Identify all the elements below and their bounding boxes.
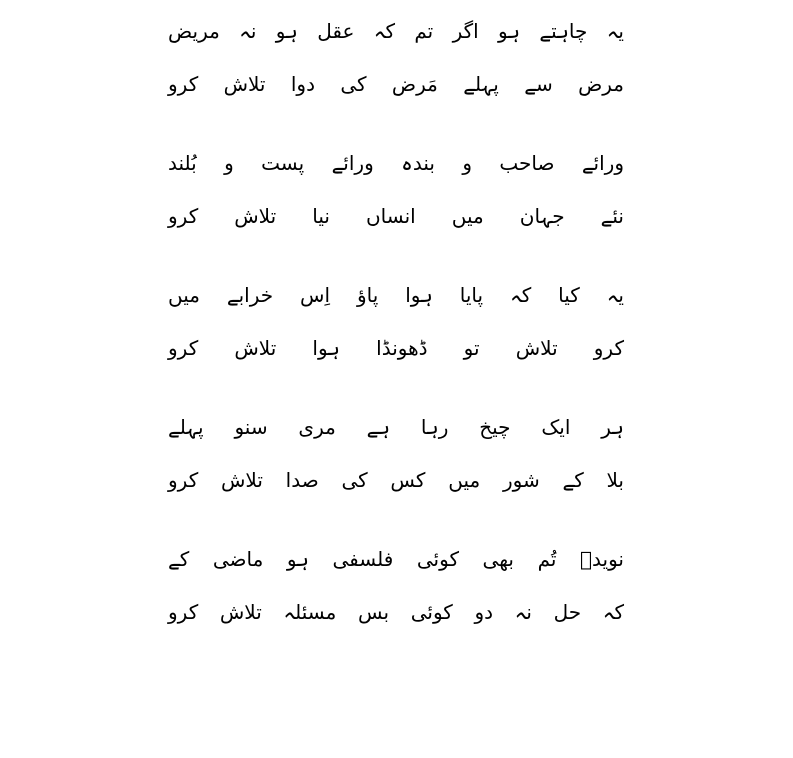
verse-line: کہ حل نہ دو کوئی بس مسئلہ تلاش کرو bbox=[168, 600, 624, 624]
verse-line: ہر ایک چیخ رہا ہے مری سنو پہلے bbox=[168, 415, 624, 439]
verse-line: یہ کیا کہ پایا ہوا پاؤ اِس خرابے میں bbox=[168, 283, 624, 307]
verse-line: نویدؔ تُم بھی کوئی فلسفی ہو ماضی کے bbox=[168, 547, 624, 571]
verse-line: نئے جہان میں انساں نیا تلاش کرو bbox=[168, 204, 624, 228]
verse-line: مرض سے پہلے مَرض کی دوا تلاش کرو bbox=[168, 72, 624, 96]
stanza-4 bbox=[168, 414, 624, 493]
stanza-2 bbox=[168, 150, 624, 229]
verse-line: یہ چاہتے ہو اگر تم کہ عقل ہو نہ مریض bbox=[168, 19, 624, 43]
stanza-1 bbox=[168, 18, 624, 97]
verse-line: کرو تلاش تو ڈھونڈا ہوا تلاش کرو bbox=[168, 336, 624, 360]
verse-line: بلا کے شور میں کس کی صدا تلاش کرو bbox=[168, 468, 624, 492]
stanza-5 bbox=[168, 546, 624, 625]
verse-line: ورائے صاحب و بندہ ورائے پست و بُلند bbox=[168, 151, 624, 175]
poem bbox=[168, 18, 624, 625]
stanza-3 bbox=[168, 282, 624, 361]
